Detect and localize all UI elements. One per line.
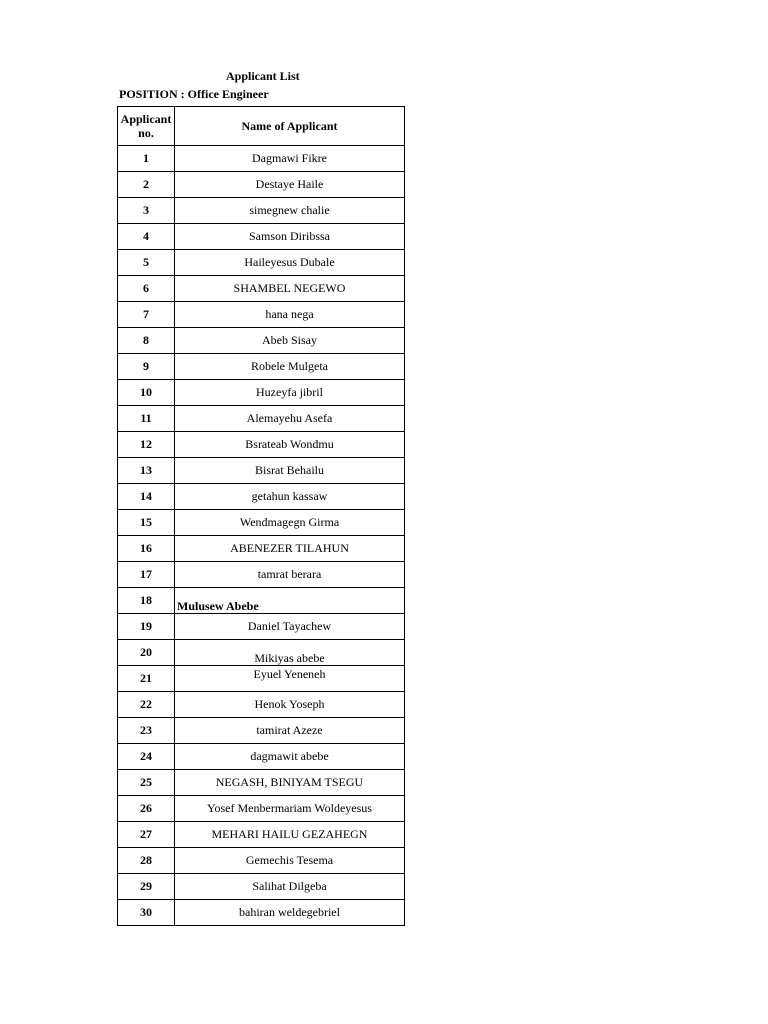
applicant-number-cell: 23 xyxy=(118,718,175,744)
table-row xyxy=(118,692,405,718)
table-row xyxy=(118,536,405,562)
applicant-number-cell: 13 xyxy=(118,458,175,484)
table-row xyxy=(118,224,405,250)
table-row xyxy=(118,640,405,666)
applicant-number-cell: 29 xyxy=(118,874,175,900)
applicant-number-cell: 27 xyxy=(118,822,175,848)
applicant-name-cell: Bsrateab Wondmu xyxy=(175,432,405,458)
table-row xyxy=(118,796,405,822)
applicant-name-cell: tamrat berara xyxy=(175,562,405,588)
applicant-number-cell: 15 xyxy=(118,510,175,536)
applicant-number-cell: 9 xyxy=(118,354,175,380)
applicant-number-cell: 14 xyxy=(118,484,175,510)
applicant-name-cell: Yosef Menbermariam Woldeyesus xyxy=(175,796,405,822)
table-row xyxy=(118,276,405,302)
applicant-name-cell: Huzeyfa jibril xyxy=(175,380,405,406)
applicant-name-cell: Mikiyas abebe xyxy=(175,640,405,666)
applicant-number-cell: 3 xyxy=(118,198,175,224)
table-row xyxy=(118,354,405,380)
applicant-name-cell: Samson Diribssa xyxy=(175,224,405,250)
applicant-name-cell: SHAMBEL NEGEWO xyxy=(175,276,405,302)
applicant-number-cell: 8 xyxy=(118,328,175,354)
applicant-name-cell: NEGASH, BINIYAM TSEGU xyxy=(175,770,405,796)
applicant-name-cell: Dagmawi Fikre xyxy=(175,146,405,172)
applicant-name-cell: tamirat Azeze xyxy=(175,718,405,744)
applicant-name-cell: Destaye Haile xyxy=(175,172,405,198)
applicant-name-cell: hana nega xyxy=(175,302,405,328)
applicant-number-cell: 19 xyxy=(118,614,175,640)
table-row xyxy=(118,302,405,328)
applicant-name-cell: MEHARI HAILU GEZAHEGN xyxy=(175,822,405,848)
table-row xyxy=(118,744,405,770)
applicant-number-cell: 12 xyxy=(118,432,175,458)
applicant-name-cell: Alemayehu Asefa xyxy=(175,406,405,432)
applicant-name-cell: Mulusew Abebe xyxy=(175,588,405,614)
applicant-name-cell: simegnew chalie xyxy=(175,198,405,224)
applicant-number-cell: 30 xyxy=(118,900,175,926)
applicant-name-cell: Wendmagegn Girma xyxy=(175,510,405,536)
table-row xyxy=(118,198,405,224)
position-line: POSITION : Office Engineer xyxy=(119,87,269,101)
column-header-name: Name of Applicant xyxy=(175,107,405,146)
applicant-number-cell: 2 xyxy=(118,172,175,198)
table-row xyxy=(118,406,405,432)
applicant-number-cell: 11 xyxy=(118,406,175,432)
applicant-name-cell: Eyuel Yeneneh xyxy=(175,666,405,692)
applicant-name-cell: Robele Mulgeta xyxy=(175,354,405,380)
applicant-number-cell: 21 xyxy=(118,666,175,692)
applicant-number-cell: 7 xyxy=(118,302,175,328)
table-row xyxy=(118,146,405,172)
table-row xyxy=(118,822,405,848)
table-row xyxy=(118,510,405,536)
column-header-applicant-no: Applicant no. xyxy=(118,107,175,146)
table-row xyxy=(118,562,405,588)
applicant-number-cell: 26 xyxy=(118,796,175,822)
table-row xyxy=(118,588,405,614)
applicant-number-cell: 22 xyxy=(118,692,175,718)
applicant-name-cell: Haileyesus Dubale xyxy=(175,250,405,276)
applicant-name-cell: getahun kassaw xyxy=(175,484,405,510)
applicant-table xyxy=(117,106,405,926)
table-row xyxy=(118,900,405,926)
document-title: Applicant List xyxy=(226,69,300,83)
table-row xyxy=(118,666,405,692)
applicant-name-cell: dagmawit abebe xyxy=(175,744,405,770)
applicant-name-cell: Henok Yoseph xyxy=(175,692,405,718)
applicant-number-cell: 25 xyxy=(118,770,175,796)
applicant-number-cell: 20 xyxy=(118,640,175,666)
applicant-name-cell: bahiran weldegebriel xyxy=(175,900,405,926)
table-row xyxy=(118,848,405,874)
table-row xyxy=(118,458,405,484)
applicant-name-cell: Bisrat Behailu xyxy=(175,458,405,484)
table-row xyxy=(118,718,405,744)
applicant-number-cell: 16 xyxy=(118,536,175,562)
applicant-name-cell: Daniel Tayachew xyxy=(175,614,405,640)
table-row xyxy=(118,770,405,796)
applicant-name-cell: Salihat Dilgeba xyxy=(175,874,405,900)
applicant-number-cell: 6 xyxy=(118,276,175,302)
table-row xyxy=(118,484,405,510)
table-row xyxy=(118,874,405,900)
applicant-name-cell: Abeb Sisay xyxy=(175,328,405,354)
applicant-number-cell: 5 xyxy=(118,250,175,276)
table-row xyxy=(118,380,405,406)
applicant-number-cell: 28 xyxy=(118,848,175,874)
header-row xyxy=(118,107,405,146)
applicant-rows xyxy=(118,146,405,926)
applicant-number-cell: 4 xyxy=(118,224,175,250)
table-row xyxy=(118,432,405,458)
applicant-number-cell: 18 xyxy=(118,588,175,614)
table-row xyxy=(118,328,405,354)
table-row xyxy=(118,614,405,640)
table-row xyxy=(118,172,405,198)
applicant-number-cell: 10 xyxy=(118,380,175,406)
applicant-name-cell: ABENEZER TILAHUN xyxy=(175,536,405,562)
applicant-number-cell: 24 xyxy=(118,744,175,770)
applicant-number-cell: 1 xyxy=(118,146,175,172)
table-row xyxy=(118,250,405,276)
applicant-name-cell: Gemechis Tesema xyxy=(175,848,405,874)
applicant-number-cell: 17 xyxy=(118,562,175,588)
